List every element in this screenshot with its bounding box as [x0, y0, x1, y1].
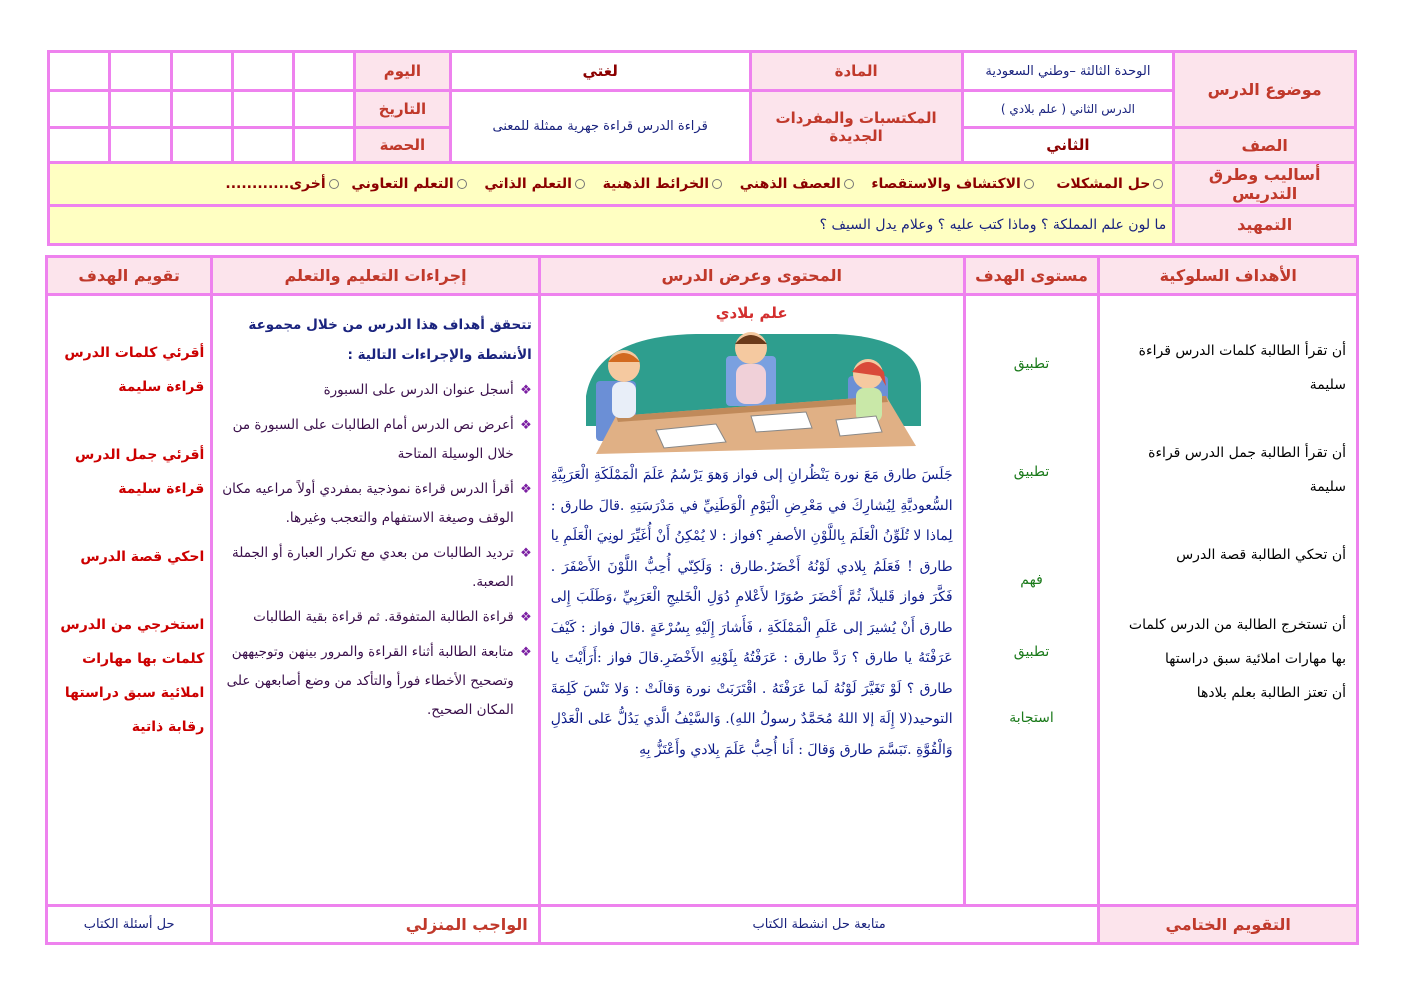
blank-cell: [232, 91, 293, 128]
procedure-item: ❖ أقرأ الدرس قراءة نموذجية بمفردي أولاً مراعيه مكان الوقف وصيغة الاستفهام والتعجب وغيرها.: [219, 475, 531, 533]
procedures-list: [219, 376, 531, 725]
evaluation-cell: [47, 295, 212, 905]
objective-item: أن تقرأ الطالبة جمل الدرس قراءة سليمة: [1148, 445, 1346, 496]
procedures-header: إجراءات التعليم والتعلم: [212, 257, 539, 295]
level-item: تطبيق: [1013, 464, 1050, 481]
level-item: تطبيق: [1013, 644, 1050, 661]
evaluation-header: تقويم الهدف: [47, 257, 212, 295]
class-label: الصف: [1174, 128, 1356, 163]
objective-item: أن تعتز الطالبة بعلم بلادها: [1196, 685, 1346, 702]
blank-cell: [49, 52, 110, 91]
story-title: علم بلادي: [715, 304, 788, 323]
level-header: مستوى الهدف: [964, 257, 1099, 295]
skills-label: المكتسبات والمفردات الجديدة: [750, 91, 962, 163]
radio-icon: [1153, 179, 1163, 189]
level-item: فهم: [1020, 572, 1043, 589]
procedure-item: ❖ قراءة الطالبة المتفوقة. ثم قراءة بقية الطالبات: [219, 603, 531, 632]
method-option[interactable]: الاكتشاف والاستقصاء: [871, 176, 1036, 192]
day-label: اليوم: [355, 52, 450, 91]
radio-icon: [457, 179, 467, 189]
radio-icon: [575, 179, 585, 189]
procedure-item: ❖ أسجل عنوان الدرس على السبورة: [219, 376, 531, 405]
procedure-item: ❖ ترديد الطالبات من بعدي مع تكرار العبارة أو الجملة الصعبة.: [219, 539, 531, 597]
content-header: المحتوى وعرض الدرس: [539, 257, 964, 295]
procedure-item: ❖ متابعة الطالبة أثناء القراءة والمرور بينهن وتوجيههن وتصحيح الأخطاء فورأ والتأكد من وضع أصابعهن على المكان الصحيح.: [219, 638, 531, 725]
blank-cell: [171, 128, 232, 163]
blank-cell: [110, 52, 171, 91]
story-text: جَلَسَ طارق مَعَ نورة يَنْظُرانِ إلى فواز وَهوَ يَرْسُمُ عَلَمَ الْمَمْلَكَةِ الْعَرَبِيَّةِ السُّعوديَّةِ لِيُشارِكَ في مَعْرِضِ الْيَوْمِ الْوَطَنِيِّ في مَدْرَسَتِهِ .قالَ طارق : لِماذا لا تُلَوِّنُ الْعَلَمَ بِاللَّوْنِ الأصفرِ ؟فواز : لا يُمْكِنُ أَنْ أُغَيِّرَ لونِيَ الْعَلَمِ يا طارق ! فَعَلَمُ بِلادي لَوْنُهُ أَخْضَرُ.طارق : وَلَكِنّي أُحِبُّ اللَّوْنَ الأَصْفَرَ . فَكَّرَ فواز قَليلاً، ثُمَّ أَحْضَرَ صُوَرًا لأَعْلامِ دُوَلِ الْخَليجِ الْعَرَبِيِّ ،وَطَلَبَ إِلى طارق أَنْ يُشيرَ إلى عَلَمِ الْمَمْلَكَةِ ، فَأَشارَ إِلَيْهِ بِسُرْعَةٍ .قالَ فواز : كَيْفَ عَرَفْتَهُ يا طارق ؟ رَدَّ طارق : عَرَفْتُهُ بِلَوْنِهِ الأَخْضَرِ.قالَ فواز :أَرَأَيْتَ يا طارق ؟ لَوْ تَغَيَّرَ لَوْنُهُ لَما عَرَفْتَهُ . اقْتَرَبَتْ نورة وَقالَتْ : وَلا تَنْسَ كَلِمَةَ التوحيد(لا إِلَهَ إلا اللهُ مُحَمَّدٌ رسولُ اللهِ). وَالسَّيْفُ الَّذي يَدُلُّ عَلى الْعَدْلِ وَالْقُوَّةِ .تَبَسَّمَ طارق وَقالَ : أَنا أُحِبُّ عَلَمَ بِلادي وأَعْتَزُّ بِهِ: [550, 467, 953, 758]
blank-cell: [110, 91, 171, 128]
intro-label: التمهيد: [1174, 205, 1356, 244]
blank-cell: [294, 52, 355, 91]
method-option[interactable]: التعلم التعاوني: [351, 176, 469, 192]
evaluation-item: أقرئي جمل الدرس قراءة سليمة: [74, 447, 205, 498]
method-option[interactable]: التعلم الذاتي: [484, 176, 588, 192]
objective-item: أن تستخرج الطالبة من الدرس كلمات بها مهارات املائية سبق دراستها: [1128, 617, 1346, 668]
method-option[interactable]: حل المشكلات: [1056, 176, 1166, 192]
level-item: تطبيق: [1013, 356, 1050, 373]
date-label: التاريخ: [355, 91, 450, 128]
blank-cell: [110, 128, 171, 163]
content-cell: [539, 295, 964, 905]
radio-icon: [712, 179, 722, 189]
final-eval-value: متابعة حل انشطة الكتاب: [539, 905, 1099, 943]
period-label: الحصة: [355, 128, 450, 163]
method-option[interactable]: الخرائط الذهنية: [603, 176, 726, 192]
lesson-info-table: [47, 50, 1357, 246]
blank-cell: [171, 91, 232, 128]
unit-text: الوحدة الثالثة –وطني السعودية: [962, 52, 1174, 91]
blank-cell: [232, 52, 293, 91]
subject-value: لغتي: [450, 52, 750, 91]
levels-cell: [964, 295, 1099, 905]
radio-icon: [329, 179, 339, 189]
objectives-header: الأهداف السلوكية: [1099, 257, 1358, 295]
evaluation-item: احكي قصة الدرس: [80, 549, 205, 566]
radio-icon: [1024, 179, 1034, 189]
objective-item: أن تقرأ الطالبة كلمات الدرس قراءة سليمة: [1138, 343, 1346, 394]
procedures-intro: تتحقق أهداف هذا الدرس من خلال مجموعة الأنشطة والإجراءات التالية :: [248, 317, 532, 364]
intro-text: ما لون علم المملكة ؟ وماذا كتب عليه ؟ وعلام يدل السيف ؟: [49, 205, 1174, 244]
lesson-plan-table: [45, 255, 1359, 945]
objectives-cell: [1099, 295, 1358, 905]
blank-cell: [294, 91, 355, 128]
blank-cell: [294, 128, 355, 163]
method-option[interactable]: أخرى............: [225, 176, 341, 192]
lesson-text: الدرس الثاني ( علم بلادي ): [962, 91, 1174, 128]
procedures-cell: [212, 295, 539, 905]
skills-value: قراءة الدرس قراءة جهرية ممثلة للمعنى: [450, 91, 750, 163]
methods-list: [49, 163, 1174, 205]
homework-label: [212, 905, 539, 943]
kids-drawing-image: [576, 326, 928, 458]
homework-value: حل أسئلة الكتاب: [47, 905, 212, 943]
lesson-topic-label: موضوع الدرس: [1174, 52, 1356, 128]
blank-cell: [49, 91, 110, 128]
blank-cell: [232, 128, 293, 163]
blank-cell: [49, 128, 110, 163]
blank-cell: [171, 52, 232, 91]
subject-label: المادة: [750, 52, 962, 91]
method-option[interactable]: العصف الذهني: [740, 176, 857, 192]
homework-label-text: الواجب المنزلي: [405, 914, 528, 934]
radio-icon: [844, 179, 854, 189]
objective-item: أن تحكي الطالبة قصة الدرس: [1176, 547, 1346, 564]
story-illustration: [576, 326, 928, 458]
final-eval-label: التقويم الختامي: [1099, 905, 1358, 943]
level-item: استجابة: [1009, 710, 1054, 727]
evaluation-item: استخرجي من الدرس كلمات بها مهارات املائية سبق دراستها رقابة ذاتية: [60, 617, 205, 736]
methods-label: أساليب وطرق التدريس: [1174, 163, 1356, 205]
evaluation-item: أقرئي كلمات الدرس قراءة سليمة: [64, 345, 205, 396]
class-value: الثاني: [962, 128, 1174, 163]
procedure-item: ❖ أعرض نص الدرس أمام الطالبات على السبورة من خلال الوسيلة المتاحة: [219, 411, 531, 469]
